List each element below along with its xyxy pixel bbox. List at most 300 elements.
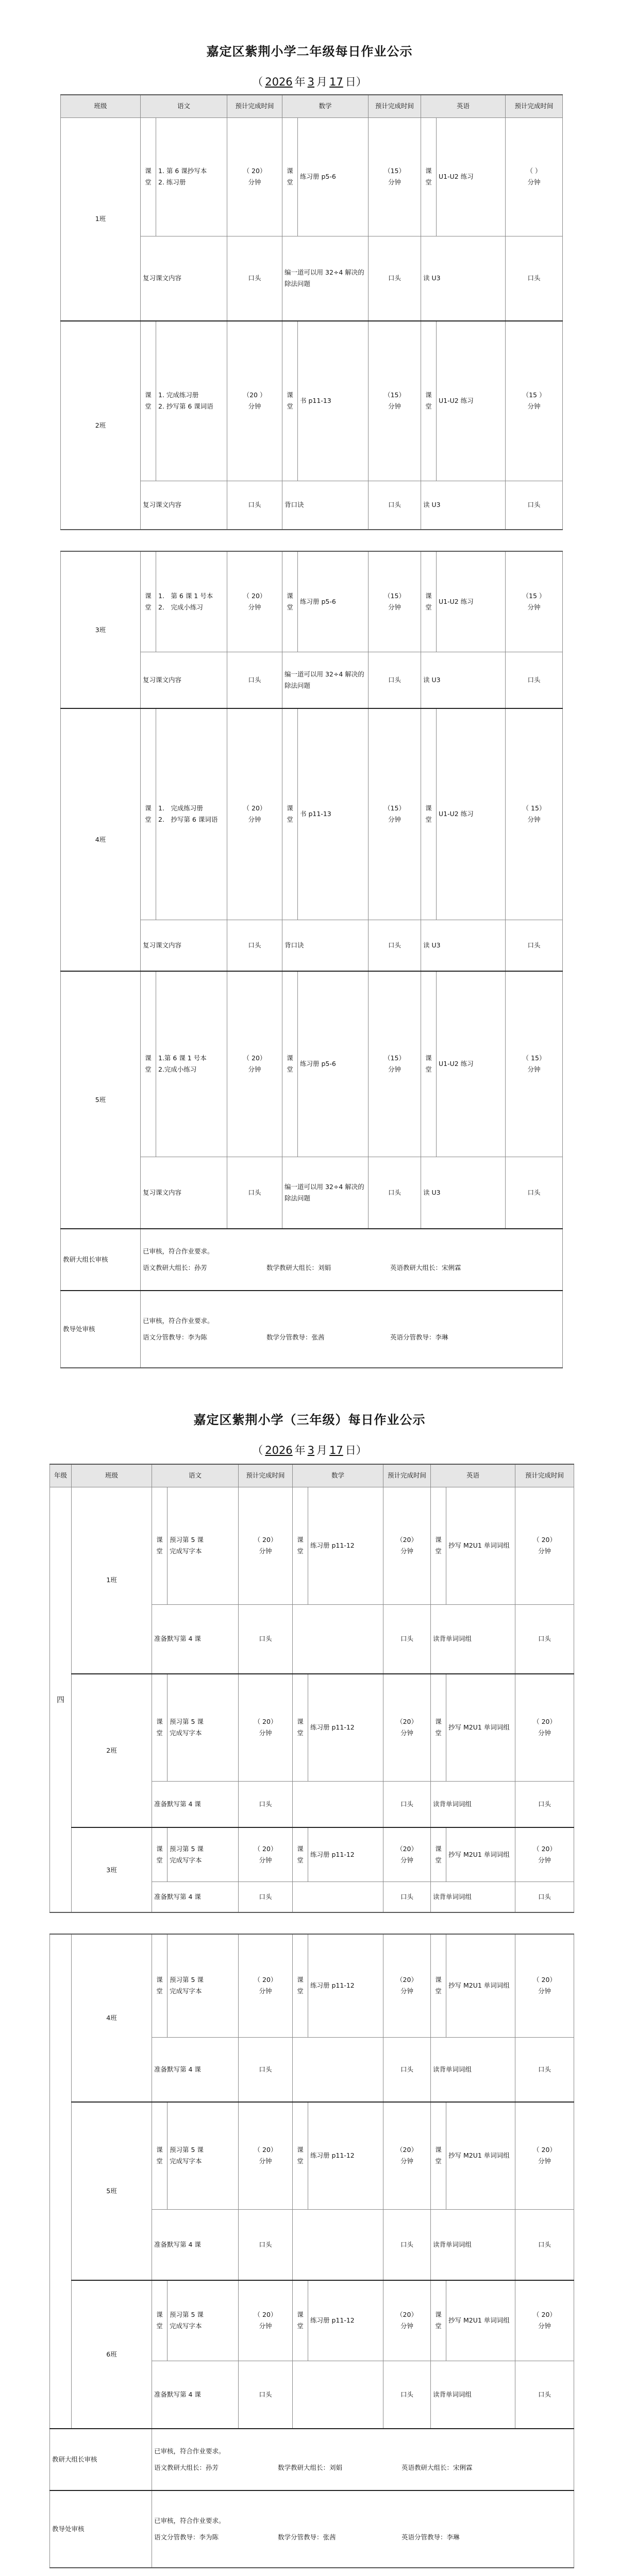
chinese-home-task-line: 准备默写第 4 课 [154,2390,201,2398]
math-home-time [369,920,421,971]
column-header: 班级 [61,95,141,117]
math-classroom-task [298,321,369,481]
chinese-classroom-time [239,1487,293,1604]
english-home-time-value: 口头 [538,1800,551,1808]
classroom-label-char: 课 [297,1718,304,1726]
math-home-time-value: 口头 [400,2240,413,2248]
chinese-classroom-time [227,708,282,920]
chinese-classroom-task [156,708,227,920]
chinese-home-task-line: 复习课文内容 [143,941,182,949]
classroom-label-char: 课 [435,1976,442,1984]
english-classroom-task [446,1674,515,1781]
review-label: 教导处审核 [61,1291,141,1368]
chinese-classroom-task [168,2102,239,2209]
column-header: 预计完成时间 [383,1464,431,1487]
section-spacer [0,2568,619,2576]
review-row-office [50,2490,574,2568]
review-row-group-leader [61,1229,563,1291]
minutes-unit: 分钟 [527,402,541,411]
classroom-label-char: 堂 [425,1065,432,1074]
chinese-home-time [239,1604,293,1674]
chinese-classroom-time [227,971,282,1157]
classroom-label-char: 堂 [145,603,152,611]
column-header: 预计完成时间 [227,95,282,117]
math-home-time [369,1157,421,1229]
classroom-label-char: 课 [435,1536,442,1544]
math-classroom-task-line: 书 p11-13 [300,810,331,818]
column-header: 班级 [72,1464,152,1487]
classroom-label-char: 课 [435,2146,442,2154]
homework-table [49,1934,574,2568]
chinese-classroom-task-line: 1. 完成练习册 [158,391,199,399]
chinese-classroom-task [156,551,227,652]
classroom-label-char: 堂 [297,1987,304,1995]
classroom-label [421,971,437,1157]
classroom-label [141,117,156,236]
chinese-classroom-task-line: 1. 第 6 课抄写本 [158,167,207,175]
classroom-label [431,2102,446,2209]
math-classroom-task [308,1827,383,1882]
chinese-home-time [239,1781,293,1827]
chinese-home-task-line: 准备默写第 4 课 [154,1800,201,1808]
english-classroom-task-line: U1-U2 练习 [439,810,474,818]
classroom-label [431,1674,446,1781]
math-classroom-time [369,708,421,920]
date-suffix: ） [356,1444,367,1456]
classroom-label-char: 堂 [287,402,293,411]
chinese-classroom-task-line: 2. 抄写第 6 课词语 [158,402,213,411]
chinese-home-task [141,1157,227,1229]
math-home-time [369,236,421,321]
math-classroom-time [369,321,421,481]
chinese-home-time [227,481,282,530]
table-header-row [61,95,563,117]
math-home-task [282,236,369,321]
chinese-home-time-value: 口头 [248,501,261,509]
chinese-classroom-time-value: （ 20） [254,1536,277,1544]
chinese-home-time-value: 口头 [259,1800,272,1808]
english-classroom-time-value: （ 20） [533,1976,556,1984]
math-classroom-time-value: （20） [396,1844,417,1853]
chinese-classroom-time [239,1674,293,1781]
reviewer-name: 英语分管教导：李琳 [390,1333,448,1341]
english-classroom-task [437,117,506,236]
math-classroom-task-line: 练习册 p11-12 [310,1981,355,1990]
math-classroom-time-value: （15） [384,804,405,812]
math-classroom-time [383,1487,431,1604]
column-header: 预计完成时间 [506,95,563,117]
date-year: 2026 [265,1444,293,1456]
math-home-time [369,481,421,530]
classroom-label [293,2280,308,2361]
column-header: 数学 [293,1464,383,1487]
chinese-home-task [152,1882,239,1912]
grade-section-grade3 [0,1410,619,2576]
reviewer-names [143,1329,560,1346]
classroom-label-char: 堂 [145,178,152,186]
classroom-label [421,321,437,481]
chinese-home-time-value: 口头 [259,1892,272,1901]
column-header: 年级 [50,1464,72,1487]
chinese-classroom-time [239,1827,293,1882]
classroom-label-char: 堂 [297,2322,304,2330]
chinese-home-time [239,2361,293,2429]
math-home-task-line: 编一道可以用 32÷4 解决的除法问题 [285,1182,364,1202]
english-home-time-value: 口头 [538,1635,551,1643]
chinese-classroom-task-line: 1. 完成练习册 [158,804,203,812]
math-home-time [383,2037,431,2102]
math-home-time-value: 口头 [400,2065,413,2073]
math-home-time-value: 口头 [388,675,401,684]
math-classroom-task-line: 练习册 p11-12 [310,2316,355,2325]
chinese-home-task-line: 复习课文内容 [143,274,182,282]
classroom-label-char: 课 [425,167,432,175]
math-classroom-time [383,1934,431,2037]
english-classroom-task-line: 抄写 M2U1 单词词组 [448,2151,510,2160]
classroom-label-char: 堂 [145,402,152,411]
reviewer-name: 英语教研大组长：宋俐霖 [401,2464,473,2471]
classroom-label-char: 课 [287,1054,293,1062]
classroom-label-char: 课 [297,1844,304,1853]
classroom-label-char: 课 [287,591,293,600]
chinese-home-time-value: 口头 [259,2390,272,2398]
classroom-label [141,971,156,1157]
classroom-label [152,2280,168,2361]
column-header: 数学 [282,95,369,117]
date-suffix: ） [356,76,367,88]
math-classroom-task [298,708,369,920]
english-classroom-time [515,2102,574,2209]
english-home-task-line: 读 U3 [423,1188,441,1196]
english-home-time [506,920,563,971]
minutes-unit: 分钟 [527,603,541,611]
date-month-suffix: 月 [316,1444,328,1456]
date-prefix: （ [252,1444,263,1456]
homework-table [49,1464,574,1913]
chinese-classroom-time-value: （ 20） [254,1718,277,1726]
classroom-label-char: 课 [425,591,432,600]
table-row-classroom [61,971,563,1157]
english-home-task [421,1157,506,1229]
math-classroom-task-line: 练习册 p11-12 [310,1541,355,1550]
chinese-classroom-task-line: 2. 完成小练习 [158,603,203,611]
classroom-label-char: 堂 [145,1065,152,1074]
chinese-home-task-line: 准备默写第 4 课 [154,1892,201,1901]
english-classroom-task [437,321,506,481]
english-home-time-value: 口头 [527,1188,541,1196]
english-home-time-value: 口头 [538,2240,551,2248]
minutes-unit: 分钟 [538,1547,551,1555]
english-classroom-task-line: U1-U2 练习 [439,173,474,181]
classroom-label [141,321,156,481]
classroom-label [293,2102,308,2209]
chinese-home-task [152,2209,239,2280]
classroom-label-char: 课 [156,1844,163,1853]
grade-cell [50,1934,72,2429]
chinese-home-time-value: 口头 [248,274,261,282]
classroom-label-char: 堂 [287,816,293,824]
chinese-home-task [152,1781,239,1827]
math-classroom-time-value: （20） [396,1976,417,1984]
classroom-label-char: 堂 [297,1729,304,1737]
classroom-label-char: 课 [287,167,293,175]
classroom-label-char: 课 [435,2311,442,2319]
chinese-classroom-task-line: 预习第 5 课 [170,1844,204,1853]
classroom-label-char: 课 [425,804,432,812]
math-classroom-task-line: 练习册 p11-12 [310,1723,355,1732]
english-classroom-time [515,1674,574,1781]
english-classroom-time [506,321,563,481]
date-prefix: （ [252,76,263,88]
reviewer-name: 数学教研大组长：刘娟 [266,1264,331,1272]
math-home-task [282,920,369,971]
chinese-home-task [152,1604,239,1674]
classroom-label-char: 堂 [425,178,432,186]
classroom-label [421,551,437,652]
english-classroom-time [515,1934,574,2037]
math-home-task [282,1157,369,1229]
review-status: 已审核，符合作业要求。 [143,1316,214,1325]
chinese-classroom-time-value: （ 20） [254,1976,277,1984]
math-home-time [369,652,421,708]
chinese-classroom-task-line: 完成写字本 [170,2157,202,2165]
math-classroom-task-line: 练习册 p5-6 [300,1060,336,1068]
math-classroom-time [383,1674,431,1781]
classroom-label-char: 堂 [145,816,152,824]
english-classroom-task [437,971,506,1157]
date-year-suffix: 年 [294,76,306,88]
column-header: 语文 [141,95,227,117]
column-header: 预计完成时间 [369,95,421,117]
classroom-label [293,1827,308,1882]
chinese-home-task-line: 复习课文内容 [143,1188,182,1196]
classroom-label [152,2102,168,2209]
english-classroom-time [515,1487,574,1604]
math-classroom-task-line: 书 p11-13 [300,397,331,405]
classroom-label-char: 堂 [156,1856,163,1864]
review-status: 已审核，符合作业要求。 [154,2447,225,2455]
minutes-unit: 分钟 [248,603,261,611]
section-date [0,74,619,89]
english-home-task [421,481,506,530]
chinese-home-time [227,652,282,708]
table-row-classroom [61,551,563,652]
class-name: 4班 [61,708,141,971]
classroom-label [431,2280,446,2361]
math-home-task [293,2361,383,2429]
english-home-task-line: 读 U3 [423,941,441,949]
reviewer-name: 英语教研大组长：宋俐霖 [390,1264,461,1272]
classroom-label-char: 课 [287,391,293,399]
chinese-home-time-value: 口头 [259,2065,272,2073]
english-classroom-time [506,551,563,652]
minutes-unit: 分钟 [538,1729,551,1737]
chinese-classroom-task [168,2280,239,2361]
math-classroom-task [298,551,369,652]
english-home-task-line: 读背单词词组 [433,1800,472,1808]
classroom-label-char: 课 [297,2146,304,2154]
class-name: 3班 [61,551,141,708]
reviewer-names [154,2460,572,2477]
english-home-time [515,2209,574,2280]
chinese-classroom-task-line: 预习第 5 课 [170,2311,204,2319]
classroom-label-char: 课 [156,1718,163,1726]
english-home-task-line: 读 U3 [423,501,441,509]
classroom-label-char: 课 [297,2311,304,2319]
table-row-classroom [50,1674,574,1781]
classroom-label-char: 堂 [156,1547,163,1555]
date-day: 17 [329,76,343,88]
classroom-label-char: 课 [156,1536,163,1544]
classroom-label-char: 堂 [435,1729,442,1737]
minutes-unit: 分钟 [388,402,401,411]
chinese-home-task [152,2361,239,2429]
english-home-time [506,652,563,708]
math-classroom-task [308,1487,383,1604]
math-classroom-task [298,971,369,1157]
review-row-office [61,1291,563,1368]
review-label: 教研大组长审核 [50,2429,152,2490]
minutes-unit: 分钟 [259,1547,272,1555]
english-home-task [431,2037,515,2102]
classroom-label [282,321,298,481]
reviewer-names [154,2529,572,2546]
date-year: 2026 [265,76,293,88]
chinese-classroom-task-line: 预习第 5 课 [170,2146,204,2154]
table-row-classroom [61,708,563,920]
column-header: 预计完成时间 [515,1464,574,1487]
chinese-home-task-line: 准备默写第 4 课 [154,2065,201,2073]
english-home-task-line: 读 U3 [423,675,441,684]
column-header: 预计完成时间 [239,1464,293,1487]
minutes-unit: 分钟 [400,2322,413,2330]
reviewer-name: 数学分管教导：张茜 [266,1333,325,1341]
chinese-home-task-line: 复习课文内容 [143,501,182,509]
english-home-time-value: 口头 [538,1892,551,1901]
classroom-label-char: 堂 [287,603,293,611]
english-home-task-line: 读背单词词组 [433,2240,472,2248]
date-year-suffix: 年 [294,1444,306,1456]
classroom-label-char: 课 [145,391,152,399]
english-classroom-task [437,551,506,652]
classroom-label-char: 课 [425,391,432,399]
chinese-classroom-task-line: 2. 练习册 [158,178,186,186]
review-label: 教导处审核 [50,2490,152,2568]
minutes-unit: 分钟 [388,1065,401,1074]
math-classroom-time-value: （20） [396,2311,417,2319]
english-home-task-line: 读背单词词组 [433,2065,472,2073]
english-classroom-task-line: U1-U2 练习 [439,597,474,605]
english-classroom-task [446,1934,515,2037]
math-home-task [282,481,369,530]
math-home-time-value: 口头 [400,1800,414,1808]
class-name: 1班 [72,1487,152,1674]
chinese-home-task [141,920,227,971]
math-classroom-time-value: （15） [384,391,405,399]
english-classroom-time-value: （ 20） [533,1844,556,1853]
minutes-unit: 分钟 [400,2157,413,2165]
classroom-label-char: 堂 [425,603,432,611]
chinese-classroom-task-line: 完成写字本 [170,2322,202,2330]
chinese-home-time-value: 口头 [248,1188,261,1196]
math-classroom-time [369,551,421,652]
review-content [152,2490,574,2568]
english-home-time-value: 口头 [527,274,541,282]
math-home-task [293,1882,383,1912]
section-title: 嘉定区紫荆小学（三年级）每日作业公示 [193,1413,426,1427]
column-header: 英语 [431,1464,515,1487]
classroom-label-char: 堂 [287,178,293,186]
math-classroom-task [298,117,369,236]
class-name: 1班 [61,117,141,321]
math-home-task-line: 背口诀 [285,501,304,509]
chinese-classroom-task [156,117,227,236]
chinese-home-time-value: 口头 [248,941,261,949]
minutes-unit: 分钟 [259,2157,272,2165]
english-home-task-line: 读 U3 [423,274,441,282]
classroom-label [421,117,437,236]
classroom-label [282,708,298,920]
date-month: 3 [307,76,315,88]
english-home-time-value: 口头 [527,675,541,684]
chinese-classroom-task [168,1674,239,1781]
chinese-classroom-task-line: 完成写字本 [170,1547,202,1555]
classroom-label-char: 堂 [156,1987,163,1995]
chinese-classroom-task [168,1827,239,1882]
math-classroom-time-value: （15） [384,167,405,175]
classroom-label-char: 课 [145,167,152,175]
reviewer-name: 英语分管教导：李琳 [401,2533,460,2541]
minutes-unit: 分钟 [388,816,401,824]
english-home-task-line: 读背单词词组 [433,1892,472,1901]
math-home-task [282,652,369,708]
classroom-label-char: 课 [156,2311,163,2319]
page-break [0,1913,619,1934]
chinese-classroom-task-line: 完成写字本 [170,1987,202,1995]
minutes-unit: 分钟 [259,1856,272,1864]
chinese-home-time-value: 口头 [259,2240,272,2248]
chinese-classroom-time-value: （20 ） [243,391,266,399]
class-name: 6班 [72,2280,152,2429]
minutes-unit: 分钟 [259,2322,272,2330]
english-classroom-time-value: （ ） [526,167,542,175]
table-row-classroom [50,1487,574,1604]
classroom-label-char: 课 [145,804,152,812]
math-home-time [383,1882,431,1912]
classroom-label-char: 堂 [435,2157,442,2165]
chinese-classroom-task-line: 预习第 5 课 [170,1536,204,1544]
english-home-task [421,236,506,321]
chinese-classroom-time-value: （ 20） [254,1844,277,1853]
class-name: 4班 [72,1934,152,2102]
math-home-time [383,2209,431,2280]
chinese-classroom-time-value: （ 20） [243,591,266,600]
minutes-unit: 分钟 [400,1729,414,1737]
chinese-classroom-time-value: （ 20） [254,2146,277,2154]
classroom-label [152,1827,168,1882]
chinese-home-time [239,1882,293,1912]
classroom-label-char: 课 [287,804,293,812]
english-home-time [506,481,563,530]
classroom-label-char: 堂 [425,816,432,824]
math-classroom-task [308,2102,383,2209]
minutes-unit: 分钟 [259,1729,272,1737]
english-home-time [515,2361,574,2429]
english-classroom-task-line: 抄写 M2U1 单词词组 [448,1981,510,1990]
english-classroom-time [515,1827,574,1882]
minutes-unit: 分钟 [400,1856,414,1864]
classroom-label [141,551,156,652]
